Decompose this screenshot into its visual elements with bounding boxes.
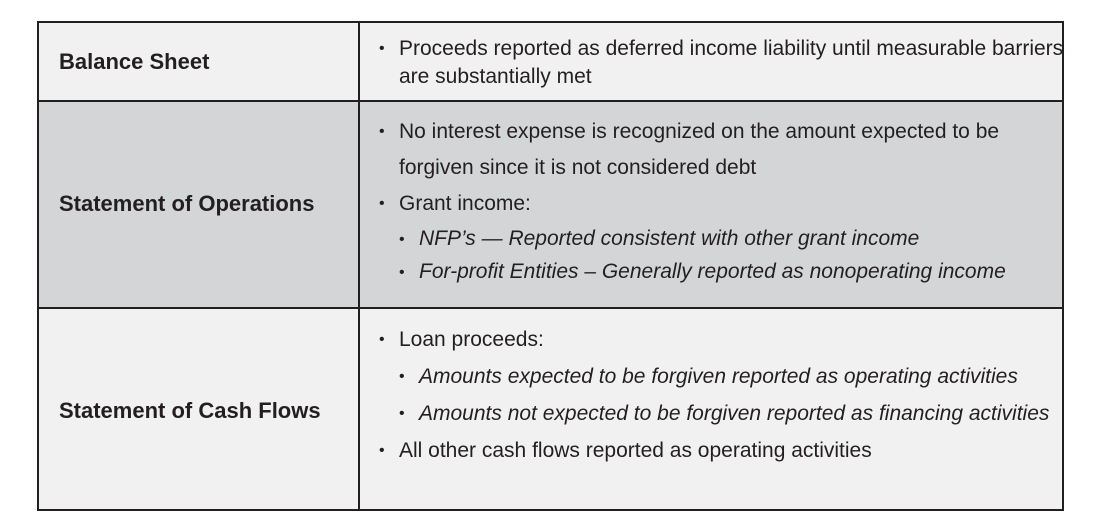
table-row-balance-sheet — [39, 23, 1062, 100]
table-row-statement-of-cash-flows — [39, 309, 1062, 509]
bullet-item: • Proceeds reported as deferred income liability until measurable barriers are substantially met — [379, 35, 1069, 91]
column-divider — [358, 23, 360, 509]
bullet-item: • All other cash flows reported as operating activities — [379, 432, 1069, 469]
sub-bullet-item: • For-profit Entities – Generally reported as nonoperating income — [379, 255, 1069, 288]
row-label: Balance Sheet — [59, 49, 210, 74]
sub-bullet-item: • Amounts not expected to be forgiven reported as financing activities — [379, 395, 1069, 432]
row-content — [379, 35, 1069, 91]
financial-statement-table — [37, 21, 1064, 511]
sub-bullet-item: • NFP’s — Reported consistent with other grant income — [379, 222, 1069, 255]
bullet-item: • Grant income: — [379, 186, 1069, 222]
row-label: Statement of Operations — [59, 191, 315, 216]
row-label: Statement of Cash Flows — [59, 398, 321, 423]
bullet-item: • Loan proceeds: — [379, 321, 1069, 358]
row-content — [379, 114, 1069, 288]
bullet-item: • No interest expense is recognized on the amount expected to be forgiven since it is not considered debt — [379, 114, 1069, 186]
sub-bullet-item: • Amounts expected to be forgiven reported as operating activities — [379, 358, 1069, 395]
row-content — [379, 321, 1069, 469]
table-row-statement-of-operations — [39, 102, 1062, 307]
